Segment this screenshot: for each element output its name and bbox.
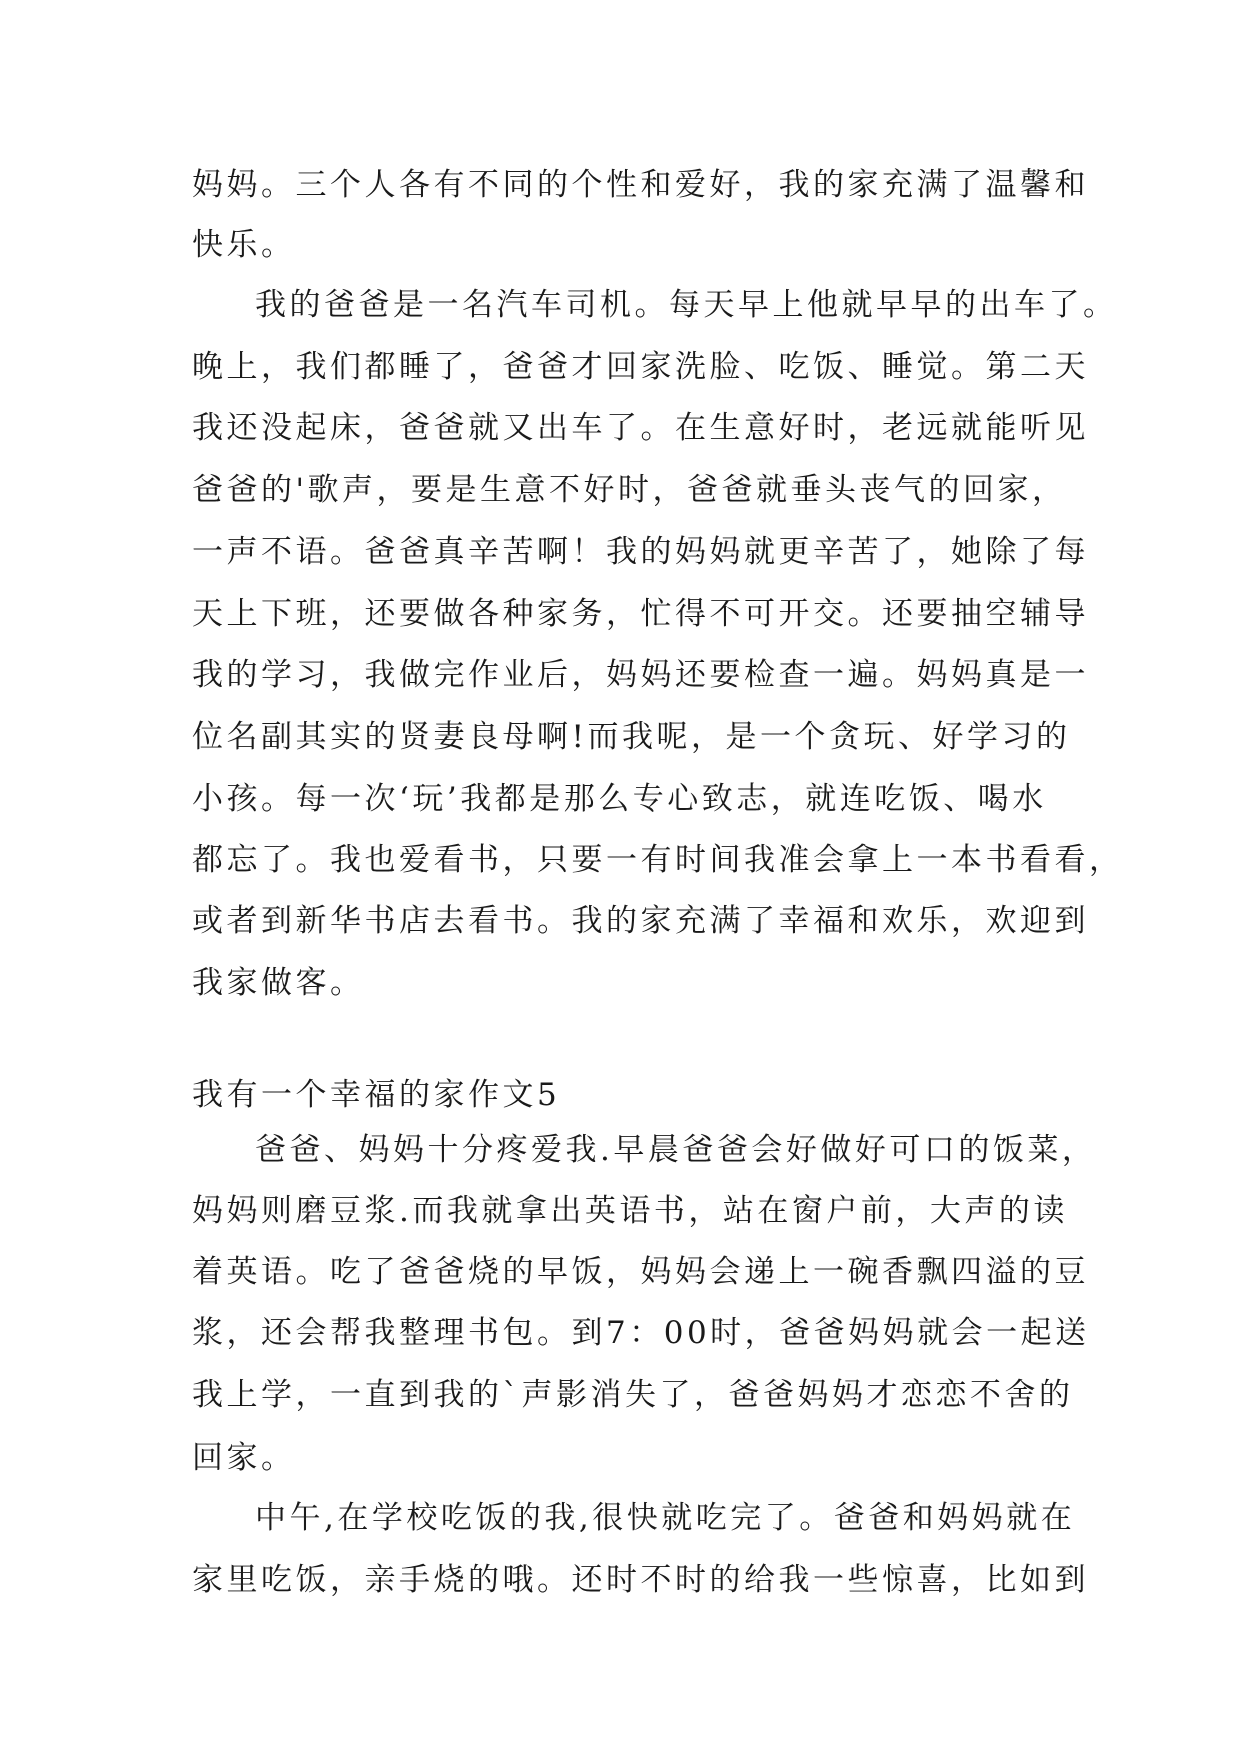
section-heading: 我有一个幸福的家作文5 bbox=[192, 1077, 561, 1113]
text-line: 我的学习，我做完作业后，妈妈还要检查一遍。妈妈真是一 bbox=[192, 657, 1089, 693]
paragraph-first-line: 中午,在学校吃饭的我,很快就吃完了。爸爸和妈妈就在 bbox=[255, 1500, 1076, 1536]
text-line: 浆，还会帮我整理书包。到7：00时，爸爸妈妈就会一起送 bbox=[192, 1315, 1090, 1351]
text-line: 我上学，一直到我的`声影消失了，爸爸妈妈才恋恋不舍的 bbox=[192, 1377, 1074, 1413]
text-line: 快乐。 bbox=[192, 227, 296, 263]
text-line: 家里吃饭，亲手烧的哦。还时不时的给我一些惊喜，比如到 bbox=[192, 1562, 1089, 1598]
text-line: 一声不语。爸爸真辛苦啊！我的妈妈就更辛苦了，她除了每 bbox=[192, 534, 1089, 570]
text-line: 都忘了。我也爱看书，只要一有时间我准会拿上一本书看看， bbox=[192, 842, 1124, 878]
text-line: 妈妈。三个人各有不同的个性和爱好，我的家充满了温馨和 bbox=[192, 167, 1089, 203]
text-line: 爸爸的'歌声，要是生意不好时，爸爸就垂头丧气的回家， bbox=[192, 472, 1067, 508]
text-line: 我家做客。 bbox=[192, 965, 365, 1001]
text-line: 晚上，我们都睡了，爸爸才回家洗脸、吃饭、睡觉。第二天 bbox=[192, 349, 1089, 385]
text-line: 位名副其实的贤妻良母啊!而我呢，是一个贪玩、好学习的 bbox=[192, 719, 1071, 755]
text-line: 着英语。吃了爸爸烧的早饭，妈妈会递上一碗香飘四溢的豆 bbox=[192, 1254, 1089, 1290]
text-line: 小孩。每一次‘玩’我都是那么专心致志，就连吃饭、喝水 bbox=[192, 781, 1047, 817]
text-line: 或者到新华书店去看书。我的家充满了幸福和欢乐，欢迎到 bbox=[192, 903, 1089, 939]
text-line: 天上下班，还要做各种家务，忙得不可开交。还要抽空辅导 bbox=[192, 596, 1089, 632]
text-line: 回家。 bbox=[192, 1440, 296, 1476]
paragraph-first-line: 爸爸、妈妈十分疼爱我.早晨爸爸会好做好可口的饭菜， bbox=[255, 1132, 1097, 1168]
paragraph-first-line: 我的爸爸是一名汽车司机。每天早上他就早早的出车了。 bbox=[255, 287, 1118, 323]
text-line: 我还没起床，爸爸就又出车了。在生意好时，老远就能听见 bbox=[192, 410, 1089, 446]
text-line: 妈妈则磨豆浆.而我就拿出英语书，站在窗户前，大声的读 bbox=[192, 1193, 1068, 1229]
